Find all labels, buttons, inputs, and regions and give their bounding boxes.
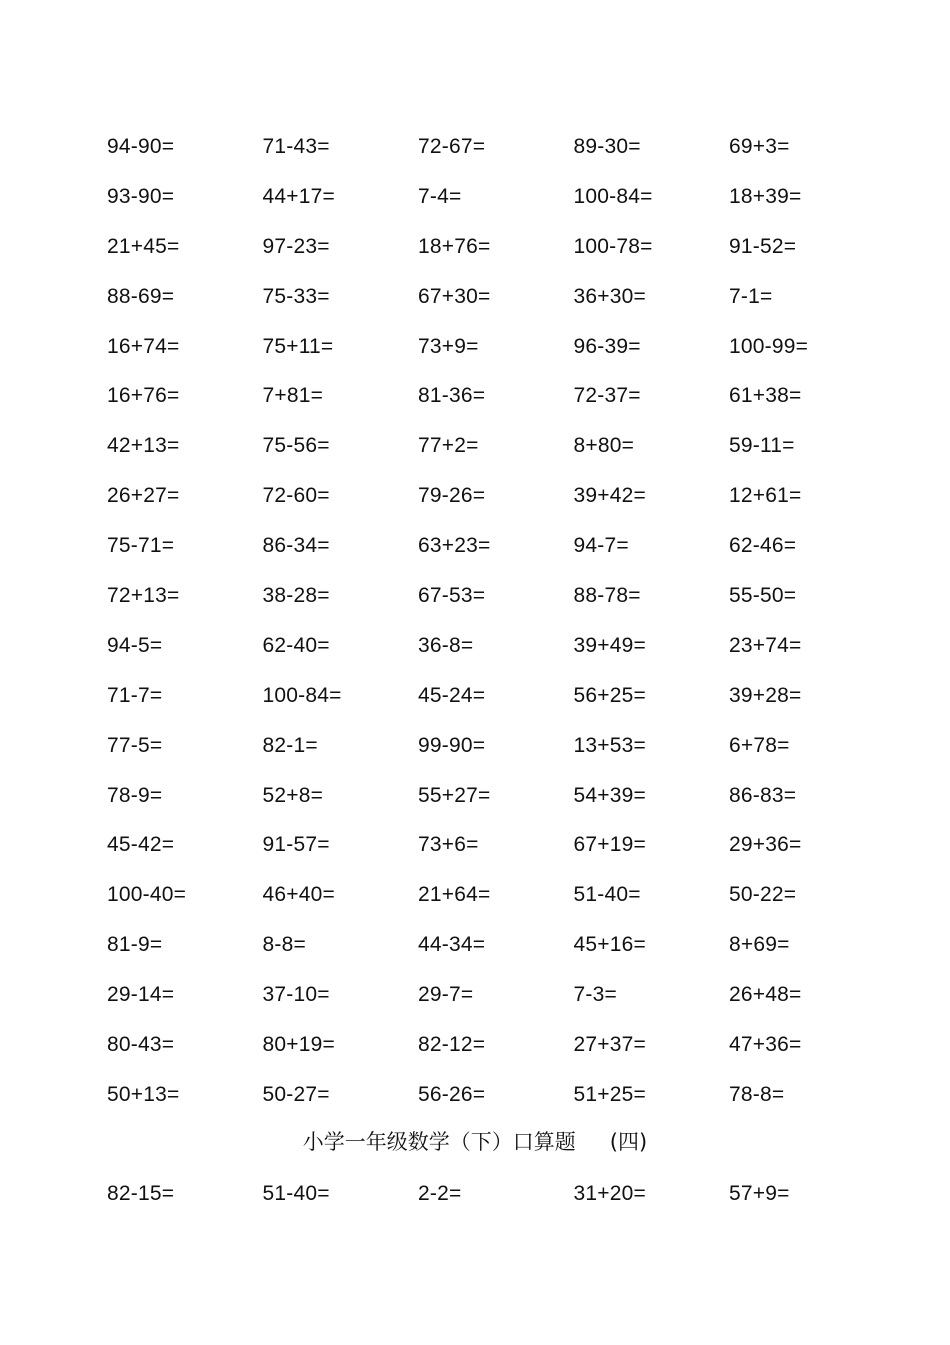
- arithmetic-problem: 100-84=: [573, 184, 653, 208]
- arithmetic-problem: 16+74=: [107, 334, 180, 358]
- problem-row: [107, 820, 907, 870]
- arithmetic-problem: 45-24=: [418, 683, 486, 707]
- arithmetic-problem: 100-78=: [573, 234, 653, 258]
- arithmetic-problem: 96-39=: [573, 334, 641, 358]
- arithmetic-problem: 23+74=: [729, 633, 802, 657]
- arithmetic-problem: 27+37=: [573, 1032, 646, 1056]
- arithmetic-problem: 97-23=: [262, 234, 330, 258]
- problem-row: [107, 421, 907, 471]
- arithmetic-problem: 63+23=: [418, 534, 491, 558]
- arithmetic-problem: 79-26=: [418, 484, 486, 508]
- problem-row: [107, 970, 907, 1020]
- arithmetic-problem: 77+2=: [418, 434, 479, 458]
- arithmetic-problem: 91-52=: [729, 234, 797, 258]
- arithmetic-problem: 36+30=: [573, 284, 646, 308]
- arithmetic-problem: 77-5=: [107, 733, 163, 757]
- arithmetic-problem: 13+53=: [573, 733, 646, 757]
- arithmetic-problem: 86-34=: [262, 534, 330, 558]
- arithmetic-problem: 94-90=: [107, 134, 175, 158]
- arithmetic-problem: 100-99=: [729, 334, 809, 358]
- arithmetic-problem: 67+30=: [418, 284, 491, 308]
- problem-row: [107, 122, 907, 172]
- arithmetic-problem: 50-22=: [729, 883, 797, 907]
- problem-row: [107, 322, 907, 372]
- problem-row: [107, 172, 907, 222]
- arithmetic-problem: 29+36=: [729, 833, 802, 857]
- arithmetic-problem: 51+25=: [573, 1082, 646, 1106]
- arithmetic-problem: 86-83=: [729, 783, 797, 807]
- problem-grid-top: [107, 122, 907, 1120]
- arithmetic-problem: 81-36=: [418, 384, 486, 408]
- problem-row: [107, 721, 907, 771]
- arithmetic-problem: 73+9=: [418, 334, 479, 358]
- arithmetic-problem: 59-11=: [729, 434, 795, 458]
- section-title-text: 小学一年级数学（下）口算题: [302, 1130, 576, 1154]
- arithmetic-problem: 94-7=: [573, 534, 629, 558]
- arithmetic-problem: 78-8=: [729, 1082, 785, 1106]
- arithmetic-problem: 7-1=: [729, 284, 773, 308]
- problem-row: [107, 521, 907, 571]
- arithmetic-problem: 72-67=: [418, 134, 486, 158]
- problem-row: [107, 870, 907, 920]
- problem-row: [107, 1169, 907, 1219]
- arithmetic-problem: 73+6=: [418, 833, 479, 857]
- problem-row: [107, 571, 907, 621]
- arithmetic-problem: 80-43=: [107, 1032, 175, 1056]
- problem-row: [107, 371, 907, 421]
- problem-row: [107, 471, 907, 521]
- arithmetic-problem: 21+64=: [418, 883, 491, 907]
- arithmetic-problem: 12+61=: [729, 484, 802, 508]
- arithmetic-problem: 82-12=: [418, 1032, 486, 1056]
- problem-row: [107, 1070, 907, 1120]
- arithmetic-problem: 7+81=: [262, 384, 324, 408]
- arithmetic-problem: 29-7=: [418, 983, 474, 1007]
- arithmetic-problem: 7-4=: [418, 184, 462, 208]
- arithmetic-problem: 18+39=: [729, 184, 802, 208]
- problem-row: [107, 1020, 907, 1070]
- arithmetic-problem: 44-34=: [418, 933, 486, 957]
- arithmetic-problem: 75-33=: [262, 284, 330, 308]
- arithmetic-problem: 52+8=: [262, 783, 324, 807]
- arithmetic-problem: 55+27=: [418, 783, 491, 807]
- arithmetic-problem: 75-71=: [107, 534, 175, 558]
- arithmetic-problem: 54+39=: [573, 783, 646, 807]
- arithmetic-problem: 89-30=: [573, 134, 641, 158]
- problem-row: [107, 920, 907, 970]
- arithmetic-problem: 81-9=: [107, 933, 163, 957]
- arithmetic-problem: 72+13=: [107, 583, 180, 607]
- arithmetic-problem: 2-2=: [418, 1181, 462, 1205]
- arithmetic-problem: 72-60=: [262, 484, 330, 508]
- arithmetic-problem: 71-7=: [107, 683, 163, 707]
- arithmetic-problem: 82-1=: [262, 733, 318, 757]
- arithmetic-problem: 55-50=: [729, 583, 797, 607]
- arithmetic-problem: 57+9=: [729, 1181, 790, 1205]
- problem-row: [107, 621, 907, 671]
- arithmetic-problem: 31+20=: [573, 1181, 646, 1205]
- arithmetic-problem: 6+78=: [729, 733, 790, 757]
- arithmetic-problem: 72-37=: [573, 384, 641, 408]
- arithmetic-problem: 51-40=: [573, 883, 641, 907]
- arithmetic-problem: 69+3=: [729, 134, 790, 158]
- arithmetic-problem: 93-90=: [107, 184, 175, 208]
- arithmetic-problem: 82-15=: [107, 1181, 175, 1205]
- arithmetic-problem: 39+28=: [729, 683, 802, 707]
- problem-row: [107, 771, 907, 821]
- arithmetic-problem: 8-8=: [262, 933, 306, 957]
- arithmetic-problem: 26+48=: [729, 983, 802, 1007]
- arithmetic-problem: 39+49=: [573, 633, 646, 657]
- problem-row: [107, 222, 907, 272]
- arithmetic-problem: 62-46=: [729, 534, 797, 558]
- arithmetic-problem: 51-40=: [262, 1181, 330, 1205]
- arithmetic-problem: 56+25=: [573, 683, 646, 707]
- arithmetic-problem: 7-3=: [573, 983, 617, 1007]
- arithmetic-problem: 16+76=: [107, 384, 180, 408]
- arithmetic-problem: 50-27=: [262, 1082, 330, 1106]
- arithmetic-problem: 29-14=: [107, 983, 175, 1007]
- arithmetic-problem: 100-84=: [262, 683, 342, 707]
- section-title: [0, 1126, 950, 1156]
- arithmetic-problem: 88-69=: [107, 284, 175, 308]
- arithmetic-problem: 61+38=: [729, 384, 802, 408]
- arithmetic-problem: 99-90=: [418, 733, 486, 757]
- arithmetic-problem: 67-53=: [418, 583, 486, 607]
- arithmetic-problem: 47+36=: [729, 1032, 802, 1056]
- arithmetic-problem: 45+16=: [573, 933, 646, 957]
- arithmetic-problem: 100-40=: [107, 883, 187, 907]
- arithmetic-problem: 75+11=: [262, 334, 334, 358]
- arithmetic-problem: 62-40=: [262, 633, 330, 657]
- arithmetic-problem: 67+19=: [573, 833, 646, 857]
- arithmetic-problem: 8+69=: [729, 933, 790, 957]
- arithmetic-problem: 26+27=: [107, 484, 180, 508]
- arithmetic-problem: 45-42=: [107, 833, 175, 857]
- arithmetic-problem: 42+13=: [107, 434, 180, 458]
- section-number: (四): [609, 1130, 648, 1154]
- arithmetic-problem: 75-56=: [262, 434, 330, 458]
- arithmetic-problem: 21+45=: [107, 234, 180, 258]
- arithmetic-problem: 50+13=: [107, 1082, 180, 1106]
- arithmetic-problem: 39+42=: [573, 484, 646, 508]
- arithmetic-problem: 36-8=: [418, 633, 474, 657]
- arithmetic-problem: 37-10=: [262, 983, 330, 1007]
- problem-row: [107, 272, 907, 322]
- arithmetic-problem: 94-5=: [107, 633, 163, 657]
- problem-row: [107, 671, 907, 721]
- arithmetic-problem: 46+40=: [262, 883, 335, 907]
- arithmetic-problem: 18+76=: [418, 234, 491, 258]
- arithmetic-problem: 38-28=: [262, 583, 330, 607]
- arithmetic-problem: 56-26=: [418, 1082, 486, 1106]
- problem-grid-bottom: [107, 1169, 907, 1219]
- arithmetic-problem: 80+19=: [262, 1032, 335, 1056]
- arithmetic-problem: 88-78=: [573, 583, 641, 607]
- arithmetic-problem: 71-43=: [262, 134, 330, 158]
- arithmetic-problem: 44+17=: [262, 184, 335, 208]
- arithmetic-problem: 91-57=: [262, 833, 330, 857]
- arithmetic-problem: 8+80=: [573, 434, 635, 458]
- arithmetic-problem: 78-9=: [107, 783, 163, 807]
